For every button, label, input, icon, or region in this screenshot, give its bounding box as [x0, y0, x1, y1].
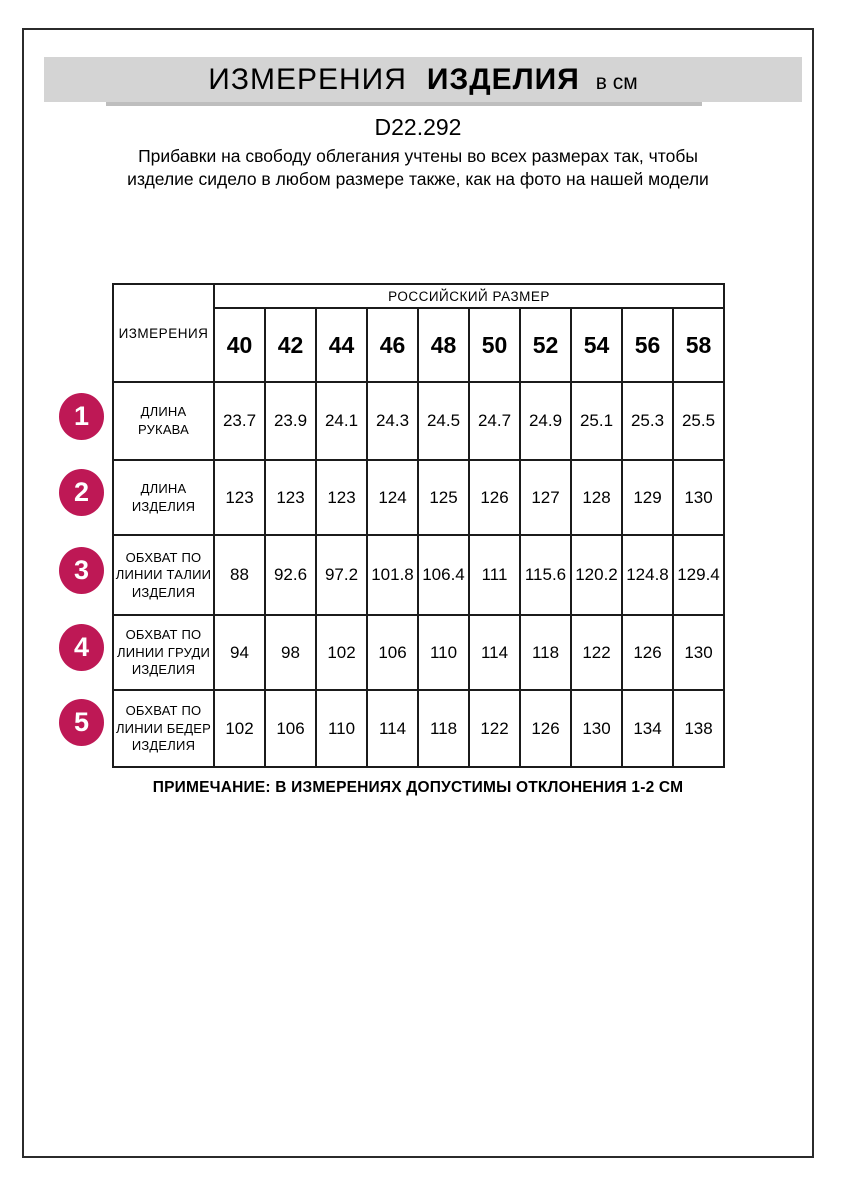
value-cell: 101.8 [367, 535, 418, 615]
value-cell: 24.9 [520, 382, 571, 460]
value-cell: 123 [316, 460, 367, 535]
value-cell: 120.2 [571, 535, 622, 615]
value-cell: 24.1 [316, 382, 367, 460]
table-row-hip-girth [113, 690, 724, 767]
value-cell: 127 [520, 460, 571, 535]
value-cell: 126 [622, 615, 673, 690]
size-chart-table [112, 283, 725, 768]
row-label-waist-girth: ОБХВАТ ПО ЛИНИИ ТАЛИИ ИЗДЕЛИЯ [113, 535, 214, 615]
value-cell: 130 [673, 615, 724, 690]
value-cell: 94 [214, 615, 265, 690]
table-row-chest-girth [113, 615, 724, 690]
value-cell: 122 [571, 615, 622, 690]
value-cell: 134 [622, 690, 673, 767]
size-header-58: 58 [673, 308, 724, 382]
value-cell: 106 [367, 615, 418, 690]
value-cell: 124 [367, 460, 418, 535]
value-cell: 129 [622, 460, 673, 535]
value-cell: 24.5 [418, 382, 469, 460]
value-cell: 25.3 [622, 382, 673, 460]
value-cell: 138 [673, 690, 724, 767]
value-cell: 111 [469, 535, 520, 615]
value-cell: 24.3 [367, 382, 418, 460]
value-cell: 129.4 [673, 535, 724, 615]
value-cell: 102 [214, 690, 265, 767]
row-number-badge-2: 2 [59, 469, 104, 516]
value-cell: 24.7 [469, 382, 520, 460]
value-cell: 128 [571, 460, 622, 535]
model-code: D22.292 [374, 114, 462, 140]
tolerance-note: ПРИМЕЧАНИЕ: В ИЗМЕРЕНИЯХ ДОПУСТИМЫ ОТКЛОНЕНИЯ 1-2 СМ [152, 779, 684, 796]
row-label-hip-girth: ОБХВАТ ПО ЛИНИИ БЕДЕР ИЗДЕЛИЯ [113, 690, 214, 767]
value-cell: 125 [418, 460, 469, 535]
value-cell: 23.7 [214, 382, 265, 460]
value-cell: 23.9 [265, 382, 316, 460]
row-number-badge-5: 5 [59, 699, 104, 746]
value-cell: 122 [469, 690, 520, 767]
row-label-chest-girth: ОБХВАТ ПО ЛИНИИ ГРУДИ ИЗДЕЛИЯ [113, 615, 214, 690]
size-header-54: 54 [571, 308, 622, 382]
size-header-42: 42 [265, 308, 316, 382]
value-cell: 114 [469, 615, 520, 690]
russian-size-group-header: РОССИЙСКИЙ РАЗМЕР [214, 284, 724, 308]
size-header-46: 46 [367, 308, 418, 382]
row-label-product-length: ДЛИНА ИЗДЕЛИЯ [113, 460, 214, 535]
value-cell: 115.6 [520, 535, 571, 615]
value-cell: 123 [214, 460, 265, 535]
value-cell: 106.4 [418, 535, 469, 615]
page-title-units: в см [595, 70, 638, 94]
value-cell: 123 [265, 460, 316, 535]
value-cell: 110 [316, 690, 367, 767]
title-banner [44, 57, 802, 102]
value-cell: 98 [265, 615, 316, 690]
row-number-badge-3: 3 [59, 547, 104, 594]
measurements-column-header: ИЗМЕРЕНИЯ [113, 284, 214, 382]
value-cell: 92.6 [265, 535, 316, 615]
fit-description: Прибавки на свободу облегания учтены во всех размерах так, чтобы изделие сидело в любом размере также, как на фото на нашей модели [127, 146, 709, 190]
value-cell: 114 [367, 690, 418, 767]
size-header-52: 52 [520, 308, 571, 382]
value-cell: 25.5 [673, 382, 724, 460]
size-header-44: 44 [316, 308, 367, 382]
value-cell: 118 [418, 690, 469, 767]
row-number-badge-1: 1 [59, 393, 104, 440]
value-cell: 97.2 [316, 535, 367, 615]
value-cell: 106 [265, 690, 316, 767]
value-cell: 102 [316, 615, 367, 690]
value-cell: 118 [520, 615, 571, 690]
value-cell: 25.1 [571, 382, 622, 460]
row-number-badge-4: 4 [59, 624, 104, 671]
table-row-sleeve-length [113, 382, 724, 460]
page-title-measurements: ИЗМЕРЕНИЯ [208, 62, 407, 96]
value-cell: 110 [418, 615, 469, 690]
value-cell: 130 [571, 690, 622, 767]
value-cell: 124.8 [622, 535, 673, 615]
table-row-waist-girth [113, 535, 724, 615]
page-frame [22, 28, 814, 1158]
row-label-sleeve-length: ДЛИНА РУКАВА [113, 382, 214, 460]
table-row-product-length [113, 460, 724, 535]
size-header-48: 48 [418, 308, 469, 382]
page-title-product: ИЗДЕЛИЯ [426, 62, 580, 96]
value-cell: 126 [520, 690, 571, 767]
value-cell: 88 [214, 535, 265, 615]
value-cell: 126 [469, 460, 520, 535]
size-header-50: 50 [469, 308, 520, 382]
size-header-40: 40 [214, 308, 265, 382]
size-header-56: 56 [622, 308, 673, 382]
value-cell: 130 [673, 460, 724, 535]
